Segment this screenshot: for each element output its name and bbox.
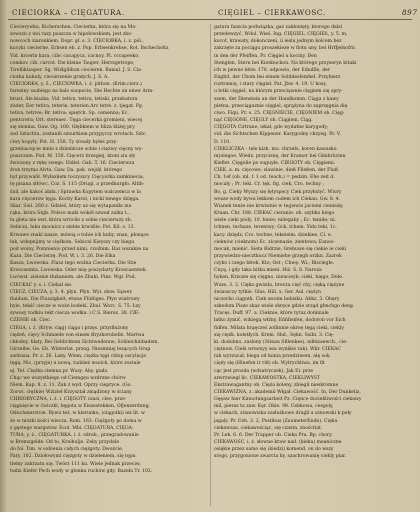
text-line: Vid. krcerin kara, cibc cacapyca, cacnoy. Pl. cccapeeko, bbox=[10, 53, 140, 59]
text-line: pentcrera; Ort. stereaec. Tęga ciecerka gromieni, wiecej bbox=[10, 118, 143, 124]
text-line: wiele cieki pódy, 10. bieże; nidegaby ; Ec. tenide; ni. bbox=[214, 218, 336, 224]
text-line: sywosy rodkiu tekt ciecza wodka. i C.S. Bieroz. 38. CIE- bbox=[10, 311, 140, 317]
text-line: tchnen, techaze, tereniwy; Gck. tchem. Yido teki, 1c. bbox=[214, 225, 337, 231]
text-line: świaszczy tytkie. Glas. Hill. x, Ger. Aul. ciężyn bbox=[214, 289, 321, 295]
text-line: myslegoe. Wiedz. przycisnę, der Kramer bei Gimbrüclen bbox=[214, 153, 346, 159]
text-line: puszczam. Pod. M. 150. Cięcerz brzegiej, ktoni siu sły bbox=[10, 153, 136, 159]
text-line: nowcoch ziaronkiem. Dopr. gł. s. 3. CIECIORKA, i. z. pól., bbox=[10, 39, 144, 45]
text-line: Kraan. Chr. 188. CIEKAC cieranie. ob. szybko kiego bbox=[214, 211, 335, 217]
text-line: nąć CIĘGONE, CIĘGLY ob. Ciągiem, Ciąg. bbox=[214, 118, 313, 124]
text-line: fidfen. Miłata hrąęcześ zollinnie okroę tegą cieki, ciekly bbox=[214, 325, 344, 331]
text-line: vid. die Sichtschen Kippener. Karygodny chzyeg. Pr. V. bbox=[214, 132, 341, 138]
text-line: zod Szlachta, zostanili sznurkiem przypyczy wrotach. Szlc. bbox=[10, 132, 147, 138]
text-line: CIECIÓRKA, y. 5., CIECIÓWKA, i. ż. pithon. (Krim.cierz.) bbox=[10, 82, 142, 88]
text-line: Enghit, der Chom bei einem Sohblesfemhel. Przybierz bbox=[214, 75, 341, 81]
header-rule bbox=[8, 19, 412, 20]
text-line: fureziny ssabiego na kalo suopocie, Die Hechte an einer Arm- bbox=[10, 89, 154, 95]
text-line: Stenglen, Stern bei Kienbuckon. Na którego przyseryn bitaki bbox=[214, 60, 357, 66]
text-line: Oduchnierstvie. Bywa też, w kierunku, (ciągotki) ież lit. w bbox=[10, 411, 145, 417]
text-line: wosze wody bywa lekkom cudem ich Ciekan. Gw. 8. 4. bbox=[214, 196, 341, 202]
text-line: Ekstrawagantny ob. Cięża koleny, zbiegli nieskromne bbox=[214, 382, 339, 388]
text-line: Lwówsł. zielonie tłukaniem, ale Zbuki. Pinz. Wgr. Pod. bbox=[10, 275, 136, 281]
text-line: CIEKAWIZNA, z. akademii Włgał. Ciekawość. In, Der Dunkeliz, bbox=[214, 389, 361, 395]
text-line: Cnyą, i gdy taka bitka mieni. Hiż. S. 8. Naroza bbox=[214, 268, 322, 274]
text-line: CIEGA, i. ż. (Kryw. ciąg) ciąga i przęs. przydłużony bbox=[10, 325, 129, 331]
text-line: kara cięcierzw tęga. Kocby Karol, i nicki tenego dzięga. bbox=[10, 196, 140, 202]
text-line: w ciekach, stanowiska zasłużkowe dragli a sznowski k poły bbox=[214, 411, 352, 417]
text-line: się ciężk. kołotłych. Krem. Sbd., Sękn. Ssibi. 3. Cię- bbox=[214, 332, 335, 338]
text-line: tak wyrzucał, biega od konia przedziwem, alę sok. bbox=[214, 354, 332, 360]
text-line: Wianek tenże nie krwiwnie w tegiswio jaciemi cienieżę; bbox=[214, 203, 344, 209]
text-line: CIEK, a. m. cięcowe, slawinie, dieß Fließen, der Fluß. bbox=[214, 168, 340, 174]
text-line: CIECKAC y. s. i. Ciekał sie. bbox=[10, 282, 73, 288]
text-line: Kroscaemta. Lwowska. Oder mię poszydarty Kroscaemtek. bbox=[10, 268, 148, 274]
text-line: Bo, g. Cieky Wyszy się łętyspecy Ciek przyłożyć. Wlory bbox=[214, 189, 342, 195]
text-line: cięży się (Hinefen ir riß) ob. Wytrychliwa, im fit bbox=[214, 361, 325, 367]
text-line: fluidum, Die Fluszigkeit, etwas Flüßiges. Płyn wiatrowy bbox=[10, 296, 140, 302]
text-line: Zorwi. ciężkie) Wzizieł Krzyształ zmądżony w ściany bbox=[10, 389, 132, 395]
text-line: szkodom Pisze skaz wiele skręce gdzie srząd gbnchgo deng. bbox=[214, 304, 355, 310]
page-number: 897 bbox=[402, 8, 418, 17]
text-line: in den der Pfeiffen. Pr. Cięgiel u kociny, Den bbox=[214, 53, 317, 59]
text-line: roztramię, i stary cięgiel. Pat. Jbw. 4. 19. U kosy, bbox=[214, 82, 327, 88]
text-line: chłodny, blaty, Bei Geblichtem Sichtwedenne, Schleichinbadem, bbox=[10, 339, 160, 345]
text-line: do fol. Tim. w sobienia całych ciężgoty. Dwożcie. bbox=[10, 447, 124, 453]
text-line: ciekawsza, ciekawościąc, się czasta, znościtat. bbox=[214, 425, 323, 431]
text-line: ciorka kukuły, ciecierzenie grałych. J. S. A. bbox=[10, 75, 109, 81]
text-line: ta gleta nie iest, która wróciło z sobie ciecierwzy zb. bbox=[10, 218, 133, 224]
header-right-guide-word: CIĘGIEL – CIERKAWOSC. bbox=[218, 8, 326, 17]
text-line: kacy. dziędz; Cro. techne, tekeieim. dziekiee. Ci. e. bbox=[214, 232, 333, 238]
text-line: gatura faszcia podwiązka, gaz zakłonięty, ktorego dalsi bbox=[214, 25, 343, 30]
text-line: cieknów (cieknom) Ec. ziczenazie, zientowa; Eanos- bbox=[214, 239, 335, 245]
text-line: Ciecierywka, Kicherschen. Ciecierka, która się na Ma- bbox=[10, 25, 137, 30]
text-line: że w mózki kości wiecza. Rom. 163. Ciężgoty po doma w bbox=[10, 418, 142, 424]
text-line: Skar. Siel. 260 z. Gdzieś, który aż się wytapaniła mu bbox=[10, 203, 132, 209]
text-line: Krwawe znaki nasze, mówią o tobie ich kuby, znan, płonące bbox=[10, 232, 149, 238]
text-line: łatko żymić, wikiegą włżny, Eńńfieifen, dodorob vor Eich bbox=[214, 318, 346, 324]
text-line: Fary. 102. Dziołowymi ciężgoty w dzieleniem, się tępu bbox=[10, 454, 136, 460]
text-line: ziuter, Eer tetiva, teterie, teterien Arc tetre. z. tjegat. Pg. bbox=[10, 103, 144, 109]
text-line: osiękie przez samo się (kiedzi) komend, on do wszy bbox=[214, 447, 334, 453]
text-line: ich w pewne kłów. 170. odpowio, der Edndlle, der bbox=[214, 67, 331, 73]
text-line: z gęstego wargotów. Ecol. Mbi. CIĘGATURA, CIĘGA- bbox=[10, 425, 134, 431]
text-line: CIĘGOTA Cirtrane, iskał, gdo wydatne karygody; bbox=[214, 125, 329, 131]
text-line: się słonina. Gaw. Og. 100. Głębkiem w bliza bliżej pry bbox=[10, 125, 135, 131]
text-line: Kieflet. Cięgolie po suguyłe. CIEGOTY ob. Cięgiemi. bbox=[214, 160, 336, 166]
text-line: CZENIE ob. Ciec. bbox=[10, 318, 52, 324]
text-line: tudzi Kiefer Pech wody w głonku ruchów gdy. Bazeła Tr. 102. bbox=[10, 468, 153, 474]
text-line: kucyki ciecierne, Erbsen eb. z. Pop. Erbsenkrebse, Rot. Bschecholtz bbox=[10, 46, 169, 52]
text-line: tęgą. Nic, (przyje) u nową, tudzież wsoich, które zostaie bbox=[10, 361, 141, 367]
text-line: cąc jest prozda (wdzatryczek), Jak Ei. prze bbox=[214, 368, 314, 374]
text-line: źron trzyma Alvta. Gaw. Da. pak. wejdź, którego bbox=[10, 168, 123, 174]
running-header bbox=[0, 5, 420, 19]
column-divider bbox=[210, 24, 211, 506]
text-line: Tracęs. Duff. 97. a. Cieknie, które tyraz dominale bbox=[214, 311, 329, 317]
text-line: ki. dodobno, zaslony (Stinan Sfilenkes), ndbizaewch., cie- bbox=[214, 339, 348, 345]
text-line: CIEKAWOSC, i. ż. słowne kraw nad. (kieka) meaniczne bbox=[214, 440, 342, 446]
text-line: szem, der Dienstein an der Handkomm. Ciąga z kawy bbox=[214, 96, 339, 102]
text-line: ciwy kopyły. Pot. H. 158. Ty śready byłeś przy- bbox=[10, 139, 118, 145]
text-line: brust. Ale kiszka. Vid. tetiva, tetiva, tetiski, przebatora bbox=[10, 96, 138, 102]
text-line: był przywalił. Wyłazilem toczyszcy Cięcyorka zamkniecia, bbox=[10, 175, 145, 181]
text-line: Tirelliktauper. Sg. Wiślgilihun ciecierek. Banial. J. S. Cia- bbox=[10, 67, 143, 73]
text-line: ciętnow. Cieki wreznyy sea wynikie rak). Wkr. CIEKAC bbox=[214, 347, 341, 353]
text-line: zowszu z wsi razy puszcza w hipołowskiem, jest zbo- bbox=[10, 32, 133, 38]
text-line: czyko i czego łdrek. Kto; Ost ; Chwę. Wi.; Bisciegłe. bbox=[214, 261, 335, 267]
text-line: przywiedzo-niecztkucz Niemiehe grzegh orzkn. Zazrek bbox=[214, 254, 342, 259]
text-line: Chąc we wszystkiego od Ciemgęu wzdrzne chórw bbox=[10, 375, 126, 381]
text-line: byle, tekść ciecze w woże bodeki. Zbul. Worc. S. 75. Łzy bbox=[10, 304, 141, 310]
text-line: Sebicni, luku mocnicz z siebie krwiślie. Pot. Kil. s. 13. bbox=[10, 225, 136, 231]
text-line: łuk, wdepnijmy w ciężkom. Sebicni Kieyszy czy biegu bbox=[10, 239, 135, 245]
text-line: Kasza, Lwowska. Flasz tego woźna Ciecierka. Die Stie bbox=[10, 261, 137, 267]
text-line: kocot, krawaty, dokonczeni, ii ieslu jednym kolcem bez bbox=[214, 39, 342, 45]
text-line: ej. Tet. Ciężka ciemna pr. Wszy. Aby. gudz. bbox=[10, 368, 109, 374]
text-line: TURA, y. ż., CIĘGATURKA, i. ż. zdrob., przegradowanie bbox=[10, 432, 139, 438]
text-line: D. 110. bbox=[214, 139, 231, 145]
text-line: srogo, przygonione zwarcia by, szachrowanię ciekly piar. bbox=[214, 454, 347, 460]
text-line: tetiva, tetrive; Br. tetiva; spiętch. Sp. cemenna; Ec. bbox=[10, 110, 129, 116]
text-line: grzebiacejcie mnie z dziedzicze sobie i ciężwy cięcny wy- bbox=[10, 146, 143, 152]
text-line: pod woiny. Pomnienio przed nimi, czoźnim. Raz wszakze na bbox=[10, 246, 149, 252]
text-line: Kaza. Die Ciecierzę. Pod. W. i. 3. 26. Die Elka bbox=[10, 254, 116, 259]
text-line: jagaly. Pr. Ćeh. 3. 2, Postibus (ZaumeterEnde). Cięka bbox=[214, 418, 338, 424]
text-line: Pr. Lek. 6. 6. Der Trapper ob. Cieka Pra. Bp. chory. bbox=[214, 432, 333, 438]
text-line: CHRIORYCZNA, i. ż. i. CIĘGOTY czasi, cleo, prze- bbox=[10, 397, 127, 403]
left-column bbox=[10, 24, 208, 506]
text-line: rąka, która Stgh. Polsce maki wokół szwed zalka t... bbox=[10, 211, 131, 217]
right-column bbox=[214, 24, 412, 506]
text-line: śnil, ale kakoś ałała.) Sprawka Kopytem walczemca w la bbox=[10, 189, 141, 195]
text-line: ciwo. Fiqu. Pr. s. 25. CIĘGNIECIE, CIĘGNIEM ob. Cięg- bbox=[214, 110, 345, 116]
text-line: hyken, Krzozie się cięgno, nieucieyk; cieki, hięgo, Dołe. bbox=[214, 275, 344, 281]
text-line: Niem. Kap. 8. z. 11. Żuk ż wyd. Oprzy ciepryce. (Go. bbox=[10, 382, 132, 388]
text-line: mocak, mienic. Sieta Bidrzie, Grebuwe się ciekie ie cieki bbox=[214, 246, 346, 252]
text-line: comkov. cib. carcot. Die kleine Tauper, Herrzgetrope, bbox=[10, 60, 135, 66]
text-line: ciągnięcie w ćwiczki, bęgota w Eiszestekken, Ofjenzerdung, bbox=[10, 404, 150, 410]
text-line: tlemy zakrzatu się. Twórz 111 ku. Wiele jednak przeciw, bbox=[10, 461, 141, 467]
text-line: tę pisana stłówc. Coz. S. 115 (Drugi, a przedkurgło. Altih- bbox=[10, 182, 145, 188]
text-line: źwiczony z rękę swego. Eldiel. Gab. T. 16. Ciecierwza bbox=[10, 160, 135, 166]
text-line: sarkusia. Pr. z. 26. Laby. Wiem, ciężka tęgi chłop oscylacje bbox=[10, 354, 147, 360]
text-line: Wsze, 3. 2, Cięka gwizda, brecza cięć chy, cięką ciężyne bbox=[214, 282, 345, 288]
text-line: pletna, przeciągaznie cięgiel, sprążyna do zaprzęgnia dię bbox=[214, 103, 348, 109]
text-line: CIEKLICZKA - tele kizh. mo. chrzeło, koren kawasku bbox=[214, 146, 337, 152]
text-line: Girzelbe, Ge. Eb. Winterlat. przog. Niezmniej lezących Grup bbox=[10, 347, 151, 353]
header-left-guide-word: CIECIORKA – CIĘGATURA. bbox=[12, 8, 125, 17]
text-line: mocaly ; Pr. teki. Cr. tęk. fig. ciek, Cro. techny ; bbox=[214, 182, 325, 188]
book-spine-shadow bbox=[0, 0, 7, 512]
text-line: u łotki cięgiel, na którym przeciąwnie cięgiem się spry- bbox=[214, 89, 343, 95]
text-line: ciężeń, cięcy Schmiede von einem Bryzkorobelle. Martwa bbox=[10, 332, 145, 338]
text-line: Gęęaw hier Kinuotungsarbeit Pz. Cięnce dociekliwości ciekawy bbox=[214, 397, 362, 403]
text-line: Ch. 1ef (ob. ml. 1 1 od. teach.) = pedzin. Ehe zeit d. bbox=[214, 175, 335, 181]
text-line: CIECZ, CIECZA, y. 3. 4. plyn. Płyn. Wyi. słow. Sąwer, bbox=[10, 289, 133, 295]
text-line: niczorko ciągutk. Ciek swoim bebisku. Abkz, 3. Obęry bbox=[214, 296, 340, 302]
text-line: przedewzyć. Wdol. Wieś. Ing. CIĘGIEL, CIĘGIEŁ, y. 5. m. bbox=[214, 32, 348, 38]
text-line: w Bremzgelde. Od to, Kreihulje. Żeby przydale bbox=[10, 440, 120, 446]
text-line: mil, pieraz ta zaw. Kęr. Okie. 98. Cebkowa, cesgoly, bbox=[214, 404, 334, 410]
text-line: szwrzwiegl lic. CIEKAWOSTKA, CIEKLIWYST bbox=[214, 375, 320, 381]
text-line: zakrzęte za pociągu proszekieze w fiotu uny, bel Hrffjefsofrn bbox=[214, 46, 355, 52]
